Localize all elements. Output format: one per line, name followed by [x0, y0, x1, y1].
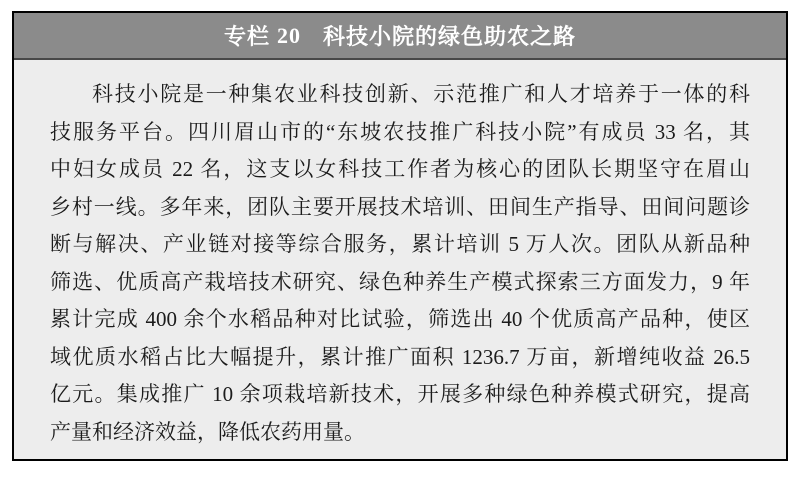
- paragraph-line: 亿元。集成推广 10 余项栽培新技术，开展多种绿色种养模式研究，提高: [50, 382, 750, 406]
- paragraph-line: 中妇女成员 22 名，这支以女科技工作者为核心的团队长期坚守在眉山: [50, 157, 750, 181]
- paragraph-line: 乡村一线。多年来，团队主要开展技术培训、田间生产指导、田间问题诊: [50, 194, 750, 219]
- column-number: 20: [277, 22, 301, 48]
- column-box: [12, 11, 788, 461]
- column-header: [14, 13, 786, 60]
- paragraph-line: 累计完成 400 余个水稻品种对比试验，筛选出 40 个优质高产品种，使区: [50, 307, 750, 331]
- paragraph-line: 技服务平台。四川眉山市的“东坡农技推广科技小院”有成员 33 名，其: [50, 119, 750, 144]
- paragraph-line: 断与解决、产业链对接等综合服务，累计培训 5 万人次。团队从新品种: [50, 232, 750, 256]
- paragraph-line: 产量和经济效益，降低农药用量。: [50, 419, 365, 444]
- paragraph-line: 筛选、优质高产栽培技术研究、绿色种养生产模式探索三方面发力，9 年: [50, 269, 750, 294]
- column-title: 科技小院的绿色助农之路: [323, 24, 577, 49]
- column-body: [14, 60, 786, 459]
- column-label: 专栏: [223, 24, 270, 49]
- paragraph-line: 科技小院是一种集农业科技创新、示范推广和人才培养于一体的科: [92, 82, 750, 106]
- paragraph-line: 域优质水稻占比大幅提升，累计推广面积 1236.7 万亩，新增纯收益 26.5: [50, 344, 750, 369]
